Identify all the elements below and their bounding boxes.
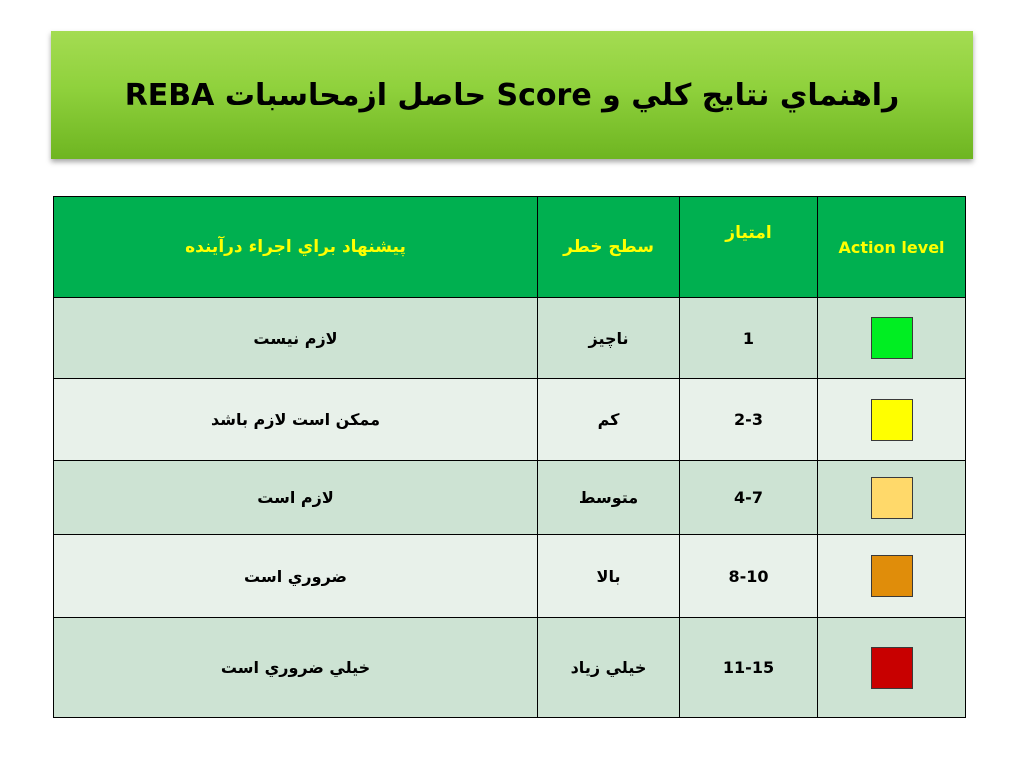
- score-cell: 8-10: [680, 535, 818, 618]
- action-level-swatch: [871, 647, 913, 689]
- risk-level-cell: بالا: [538, 535, 680, 618]
- score-cell: 11-15: [680, 618, 818, 718]
- table-row: [54, 461, 966, 535]
- header-action-level: Action level: [818, 197, 966, 298]
- title-banner: [51, 31, 973, 159]
- action-level-swatch: [871, 477, 913, 519]
- score-cell: 4-7: [680, 461, 818, 535]
- action-level-cell: [818, 535, 966, 618]
- header-score: امتياز: [680, 197, 818, 298]
- recommendation-cell: لازم است: [54, 461, 538, 535]
- action-level-swatch: [871, 317, 913, 359]
- table-row: [54, 379, 966, 461]
- action-level-cell: [818, 461, 966, 535]
- risk-level-cell: ناچيز: [538, 298, 680, 379]
- action-level-swatch: [871, 555, 913, 597]
- risk-level-cell: متوسط: [538, 461, 680, 535]
- table-header-row: [54, 197, 966, 298]
- header-recommendation: پيشنهاد براي اجراء درآينده: [54, 197, 538, 298]
- action-level-swatch: [871, 399, 913, 441]
- action-level-cell: [818, 618, 966, 718]
- reba-results-table: [53, 196, 966, 718]
- risk-level-cell: كم: [538, 379, 680, 461]
- slide-title: راهنماي نتايج كلي و Score حاصل ازمحاسبات REBA: [124, 77, 900, 113]
- score-cell: 2-3: [680, 379, 818, 461]
- recommendation-cell: لازم نيست: [54, 298, 538, 379]
- recommendation-cell: خيلي ضروري است: [54, 618, 538, 718]
- table-row: [54, 298, 966, 379]
- action-level-cell: [818, 379, 966, 461]
- risk-level-cell: خيلي زياد: [538, 618, 680, 718]
- header-risk-level: سطح خطر: [538, 197, 680, 298]
- action-level-cell: [818, 298, 966, 379]
- recommendation-cell: ضروري است: [54, 535, 538, 618]
- table-row: [54, 618, 966, 718]
- score-cell: 1: [680, 298, 818, 379]
- table-row: [54, 535, 966, 618]
- recommendation-cell: ممكن است لازم باشد: [54, 379, 538, 461]
